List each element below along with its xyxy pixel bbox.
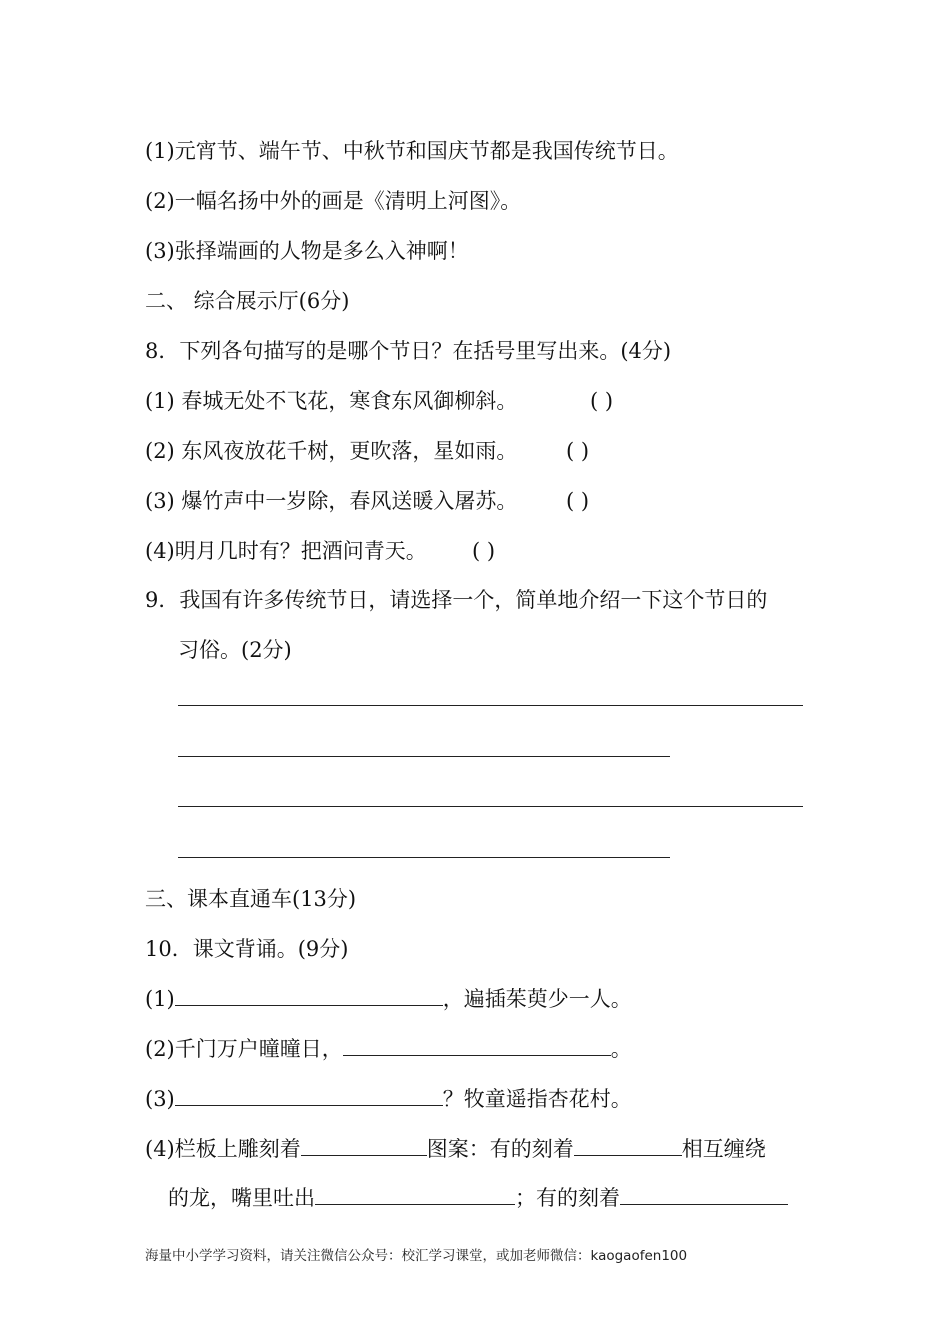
fill-blank-1[interactable] <box>175 984 443 1006</box>
item-4-text-b: 图案：有的刻着 <box>426 1137 574 1161</box>
item-4-text-e: ；有的刻着 <box>515 1186 620 1210</box>
question-10: 10．课文背诵。(9分) <box>145 937 349 961</box>
question-8-item-2: (2) 东风夜放花千树，更吹落，星如雨。 <box>145 439 518 463</box>
answer-line-2[interactable] <box>178 756 670 757</box>
sentence-1: (1)元宵节、端午节、中秋节和国庆节都是我国传统节日。 <box>145 139 679 163</box>
section-3-heading: 三、课本直通车(13分) <box>145 887 357 911</box>
question-8-item-1: (1) 春城无处不飞花，寒食东风御柳斜。 <box>145 389 518 413</box>
sentence-2: (2)一幅名扬中外的画是《清明上河图》。 <box>145 189 522 213</box>
answer-line-3[interactable] <box>178 806 803 807</box>
fill-blank-4b[interactable] <box>574 1134 682 1156</box>
answer-line-1[interactable] <box>178 705 803 706</box>
question-9-line-1: 9．我国有许多传统节日，请选择一个，简单地介绍一下这个节日的 <box>145 588 768 612</box>
answer-parens-2[interactable]: ( ) <box>566 439 590 463</box>
question-9-line-2: 习俗。(2分) <box>178 638 292 662</box>
fill-blank-4a[interactable] <box>301 1134 427 1156</box>
footer-notice: 海量中小学学习资料，请关注微信公众号：校汇学习课堂，或加老师微信：kaogaofen100 <box>145 1248 688 1264</box>
answer-parens-3[interactable]: ( ) <box>566 489 590 513</box>
question-10-item-1 <box>145 984 632 1014</box>
item-2-prefix: (2)千门万户曈曈日， <box>145 1037 343 1061</box>
item-4-text-d: 的龙，嘴里吐出 <box>168 1186 315 1210</box>
item-4-text-c: 相互缠绕 <box>681 1137 766 1161</box>
item-2-suffix: 。 <box>610 1037 632 1061</box>
question-8-item-4: (4)明月几时有？把酒问青天。 <box>145 539 427 563</box>
section-2-heading: 二、 综合展示厅(6分) <box>145 289 350 313</box>
item-3-prefix: (3) <box>145 1087 175 1111</box>
fill-blank-4d[interactable] <box>620 1183 788 1205</box>
fill-blank-3[interactable] <box>175 1084 443 1106</box>
question-10-item-4-line-2 <box>168 1183 788 1213</box>
answer-line-4[interactable] <box>178 857 670 858</box>
question-8: 8．下列各句描写的是哪个节日？在括号里写出来。(4分) <box>145 339 672 363</box>
item-1-suffix: ，遍插茱萸少一人。 <box>442 987 632 1011</box>
item-4-text-a: (4)栏板上雕刻着 <box>145 1137 301 1161</box>
answer-parens-4[interactable]: ( ) <box>472 539 496 563</box>
item-3-suffix: ？牧童遥指杏花村。 <box>442 1087 632 1111</box>
item-1-prefix: (1) <box>145 987 175 1011</box>
question-8-item-3: (3) 爆竹声中一岁除，春风送暖入屠苏。 <box>145 489 518 513</box>
question-10-item-4-line-1 <box>145 1134 766 1164</box>
fill-blank-2[interactable] <box>343 1034 611 1056</box>
question-10-item-2 <box>145 1034 632 1064</box>
fill-blank-4c[interactable] <box>315 1183 515 1205</box>
question-10-item-3 <box>145 1084 632 1114</box>
sentence-3: (3)张择端画的人物是多么入神啊！ <box>145 239 469 263</box>
answer-parens-1[interactable]: ( ) <box>590 389 614 413</box>
